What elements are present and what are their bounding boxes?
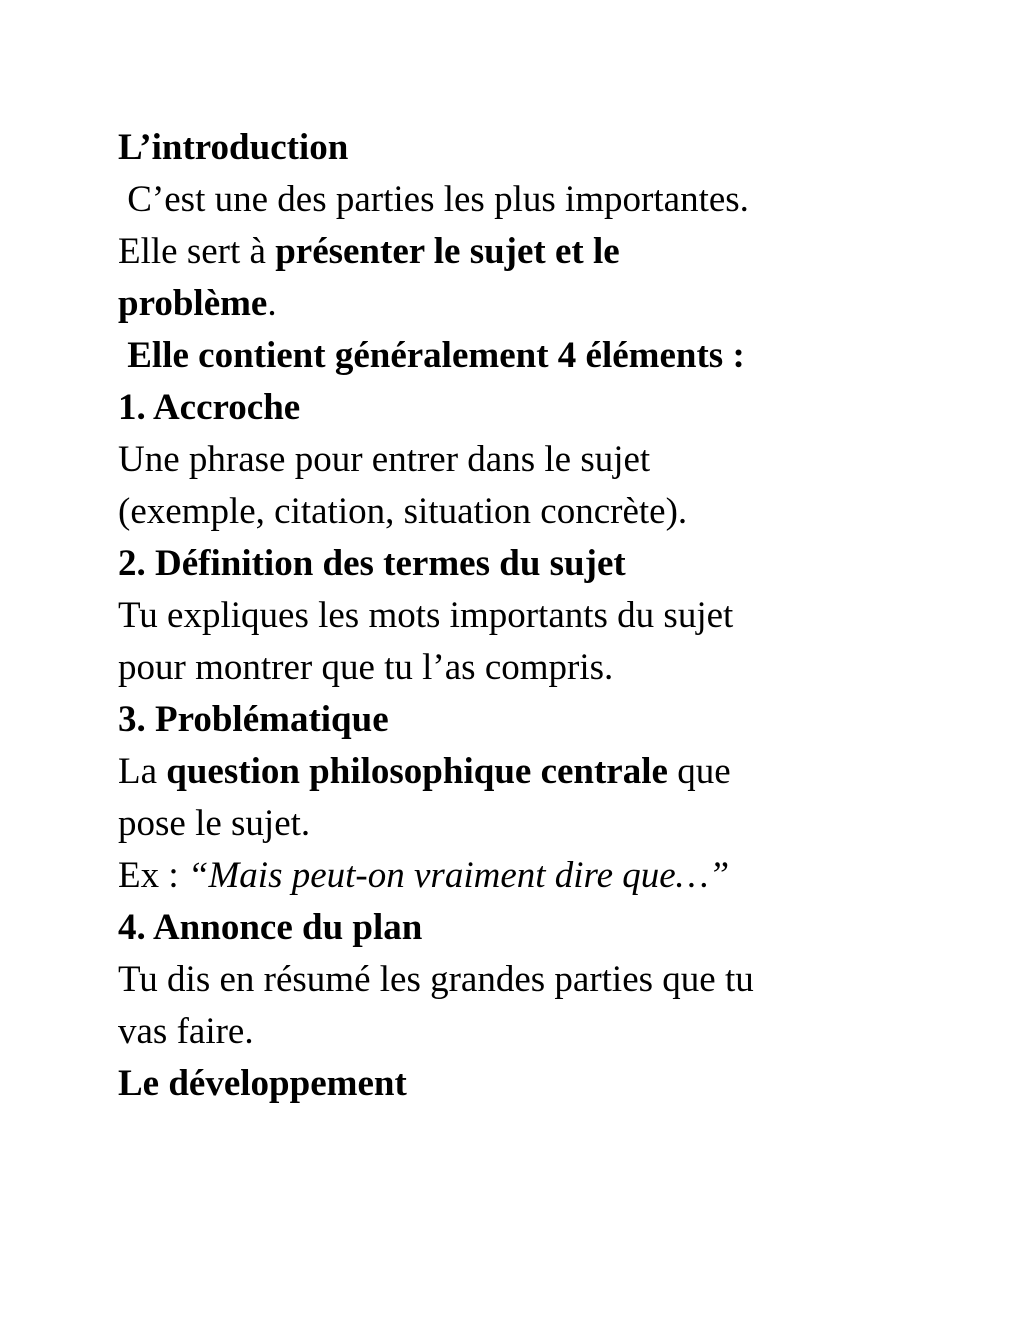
item-3-example-line [118,850,893,902]
item-2-title: 2. Définition des termes du sujet [118,543,626,584]
item-3-title: 3. Problématique [118,699,389,740]
heading-introduction: L’introduction [118,127,349,168]
item-2-body-line-1: Tu expliques les mots importants du sujet [118,595,734,636]
item-1-title: 1. Accroche [118,387,301,428]
intro-sentence-lead: Elle sert à [118,231,276,272]
item-1-body-line-1: Une phrase pour entrer dans le sujet [118,439,651,480]
intro-sentence-emphasis-2: problème [118,283,268,324]
item-3-body-line-1 [118,746,893,798]
intro-sentence-line-3 [118,278,893,330]
item-3-body-lead: La [118,751,167,792]
item-3-body-emphasis: question philosophique centrale [166,751,668,792]
elements-intro-line: Elle contient généralement 4 éléments : [118,335,745,376]
item-3-body-line-2: pose le sujet. [118,803,311,844]
item-3-example-quote: “Mais peut-on vraiment dire que…” [187,855,730,896]
heading-developpement: Le développement [118,1063,407,1104]
intro-sentence-emphasis-1: présenter le sujet et le [275,231,620,272]
item-1-body-line-2: (exemple, citation, situation concrète). [118,491,688,532]
intro-sentence-line-2 [118,226,893,278]
document-text-block [118,122,893,1110]
item-4-body-line-1: Tu dis en résumé les grandes parties que tu [118,959,754,1000]
item-2-body-line-2: pour montrer que tu l’as compris. [118,647,614,688]
item-3-example-label: Ex : [118,855,188,896]
intro-sentence-period: . [267,283,277,324]
intro-sentence-line-1: C’est une des parties les plus importantes. [118,179,749,220]
item-3-body-tail: que [667,751,731,792]
item-4-body-line-2: vas faire. [118,1011,254,1052]
item-4-title: 4. Annonce du plan [118,907,423,948]
